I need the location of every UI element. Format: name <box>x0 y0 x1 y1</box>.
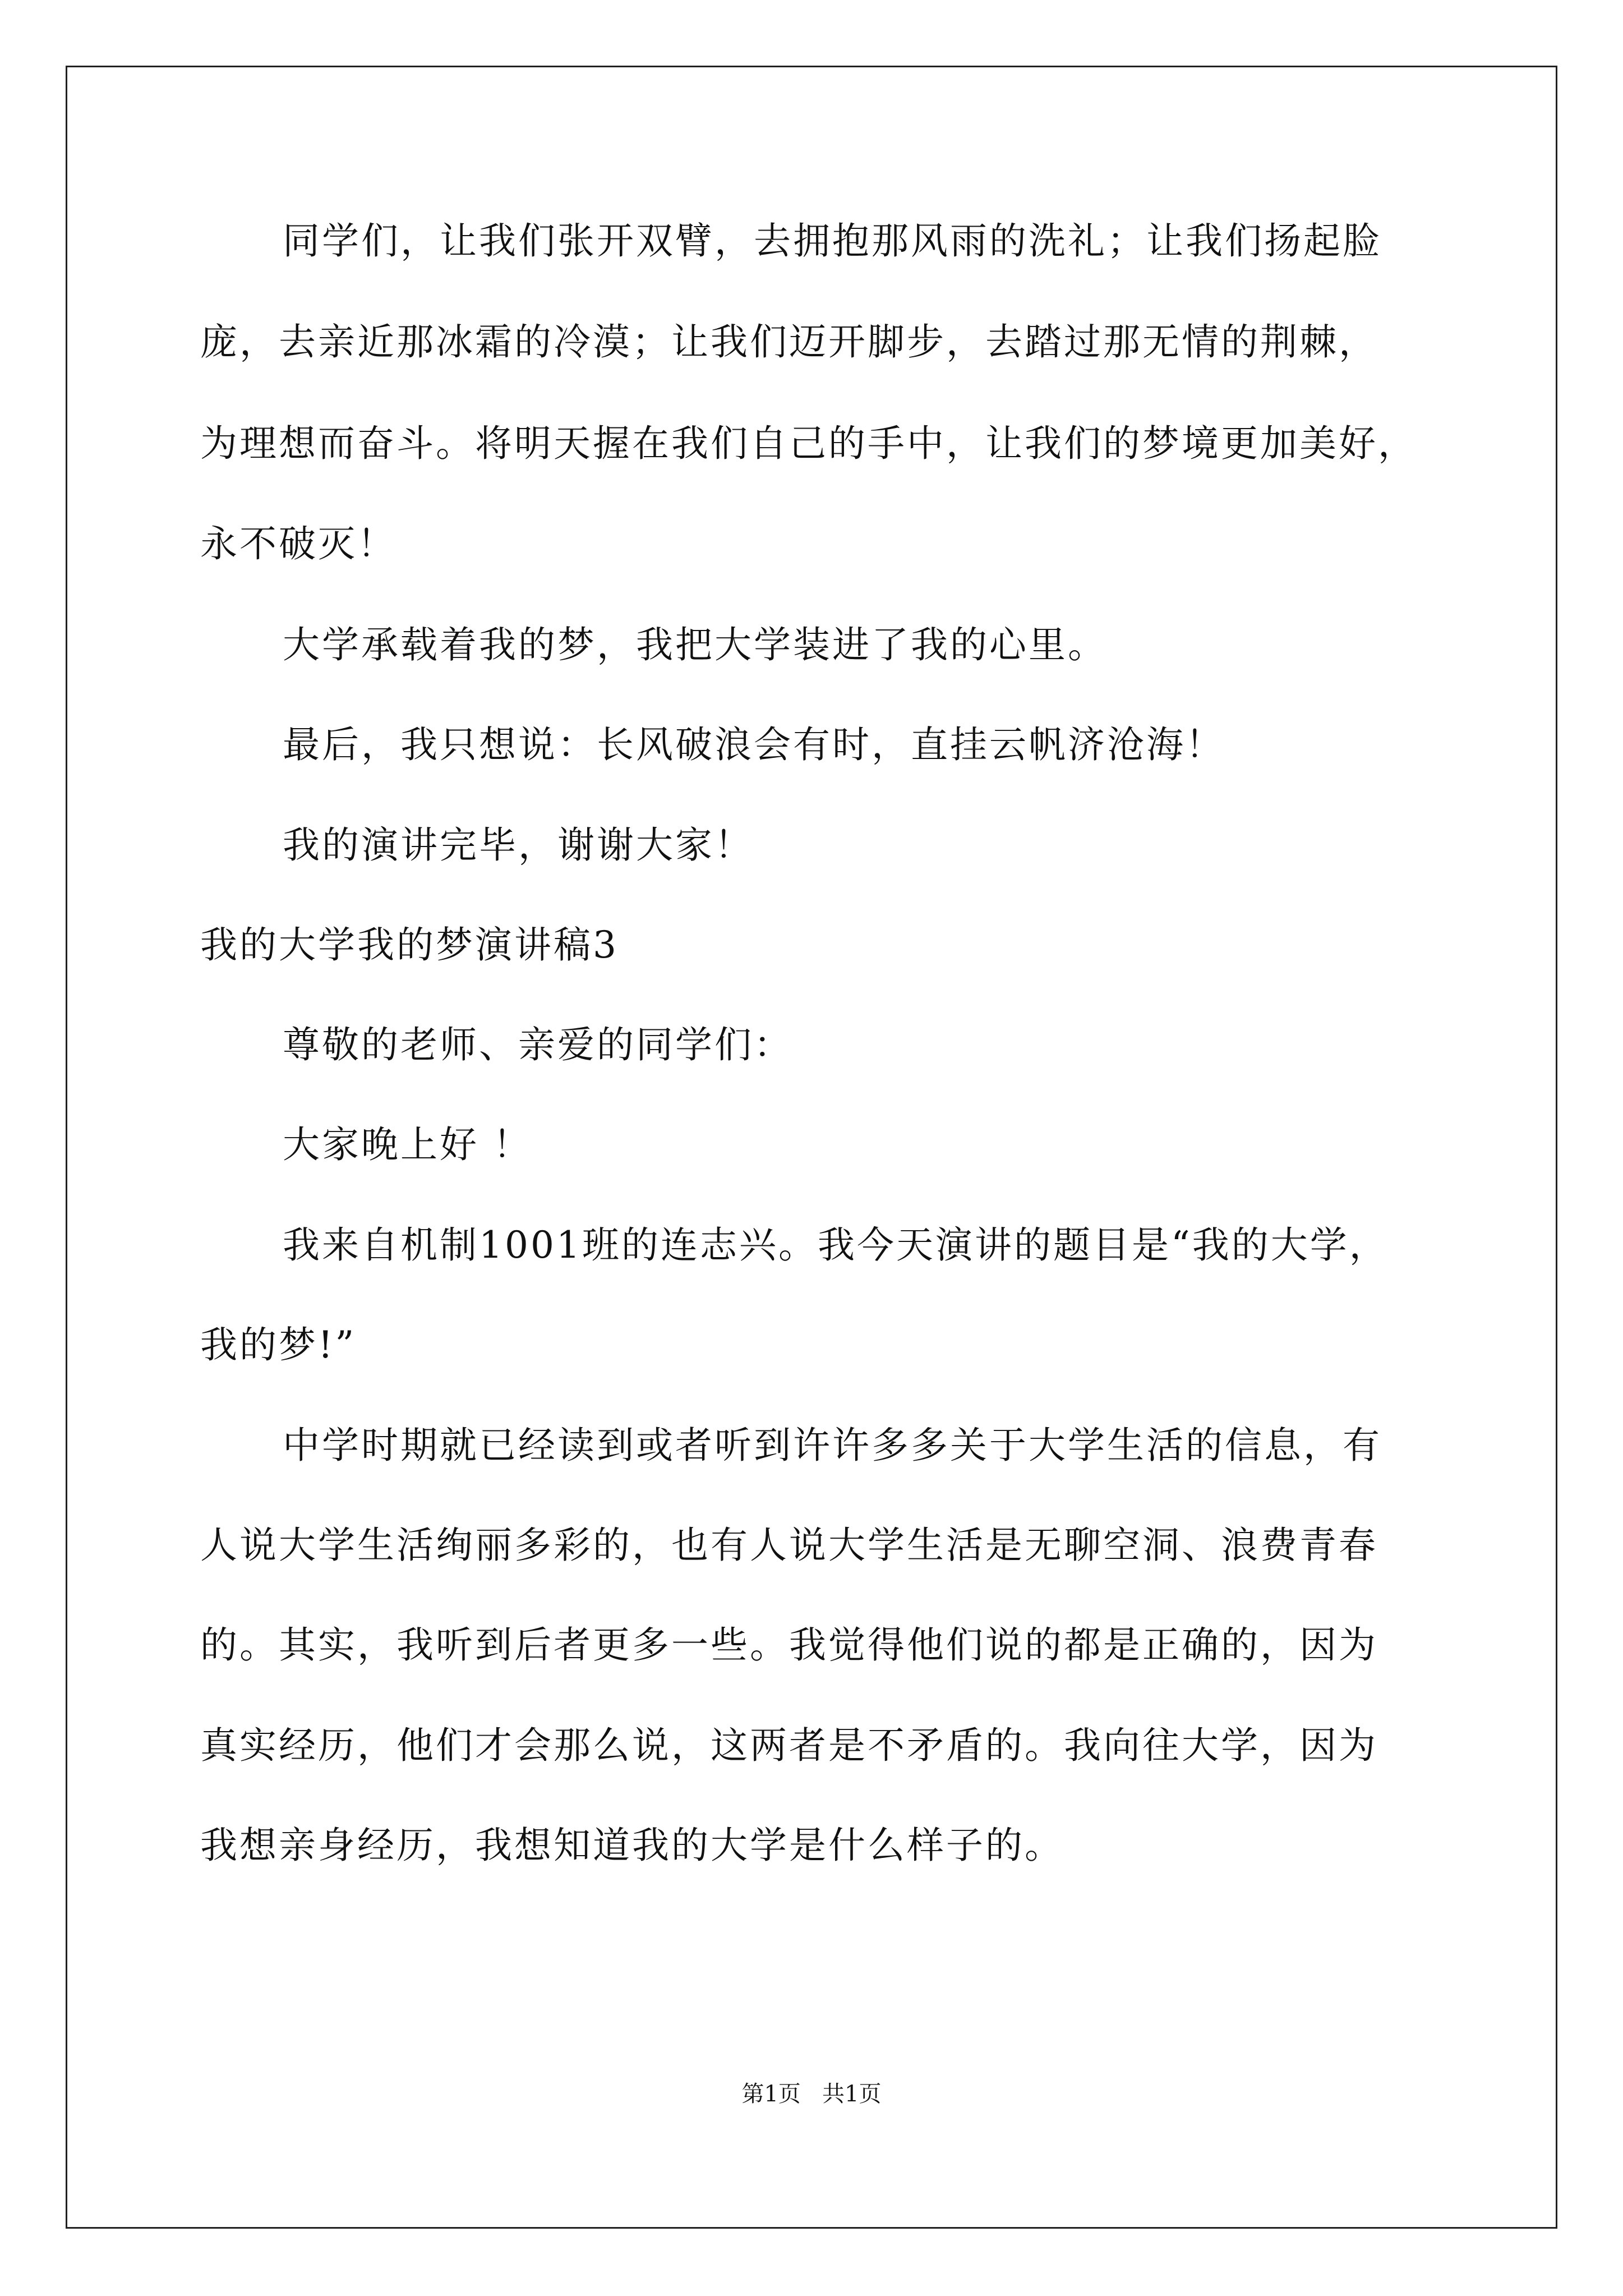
paragraph-line: 大学承载着我的梦，我把大学装进了我的心里。 <box>283 623 1107 666</box>
section-heading: 我的大学我的梦演讲稿3 <box>200 923 619 967</box>
paragraph-line: 最后，我只想说：长风破浪会有时，直挂云帆济沧海！ <box>283 723 1225 766</box>
paragraph-line: 同学们，让我们张开双臂，去拥抱那风雨的洗礼；让我们扬起脸 <box>283 219 1382 263</box>
paragraph-line: 中学时期就已经读到或者听到许许多多关于大学生活的信息，有 <box>283 1424 1382 1467</box>
paragraph-line: 我想亲身经历，我想知道我的大学是什么样子的。 <box>200 1824 1064 1867</box>
page-number-footer: 第1页 共1页 <box>741 2081 882 2107</box>
salutation: 尊敬的老师、亲爱的同学们： <box>283 1023 793 1066</box>
paragraph-line: 我来自机制1001班的连志兴。我今天演讲的题目是“我的大学， <box>283 1223 1389 1267</box>
greeting: 大家晚上好 ！ <box>283 1123 532 1166</box>
paragraph-line: 永不破灭！ <box>200 522 396 565</box>
paragraph-line: 的。其实，我听到后者更多一些。我觉得他们说的都是正确的，因为 <box>200 1623 1378 1667</box>
paragraph-line: 庞，去亲近那冰霜的冷漠；让我们迈开脚步，去踏过那无情的荆棘， <box>200 320 1378 364</box>
paragraph-line: 为理想而奋斗。将明天握在我们自己的手中，让我们的梦境更加美好， <box>200 422 1417 465</box>
paragraph-line: 我的梦!” <box>200 1323 357 1366</box>
paragraph-line: 真实经历，他们才会那么说，这两者是不矛盾的。我向往大学，因为 <box>200 1724 1378 1767</box>
paragraph-line: 人说大学生活绚丽多彩的，也有人说大学生活是无聊空洞、浪费青春 <box>200 1524 1378 1567</box>
paragraph-line: 我的演讲完毕，谢谢大家！ <box>283 823 754 867</box>
